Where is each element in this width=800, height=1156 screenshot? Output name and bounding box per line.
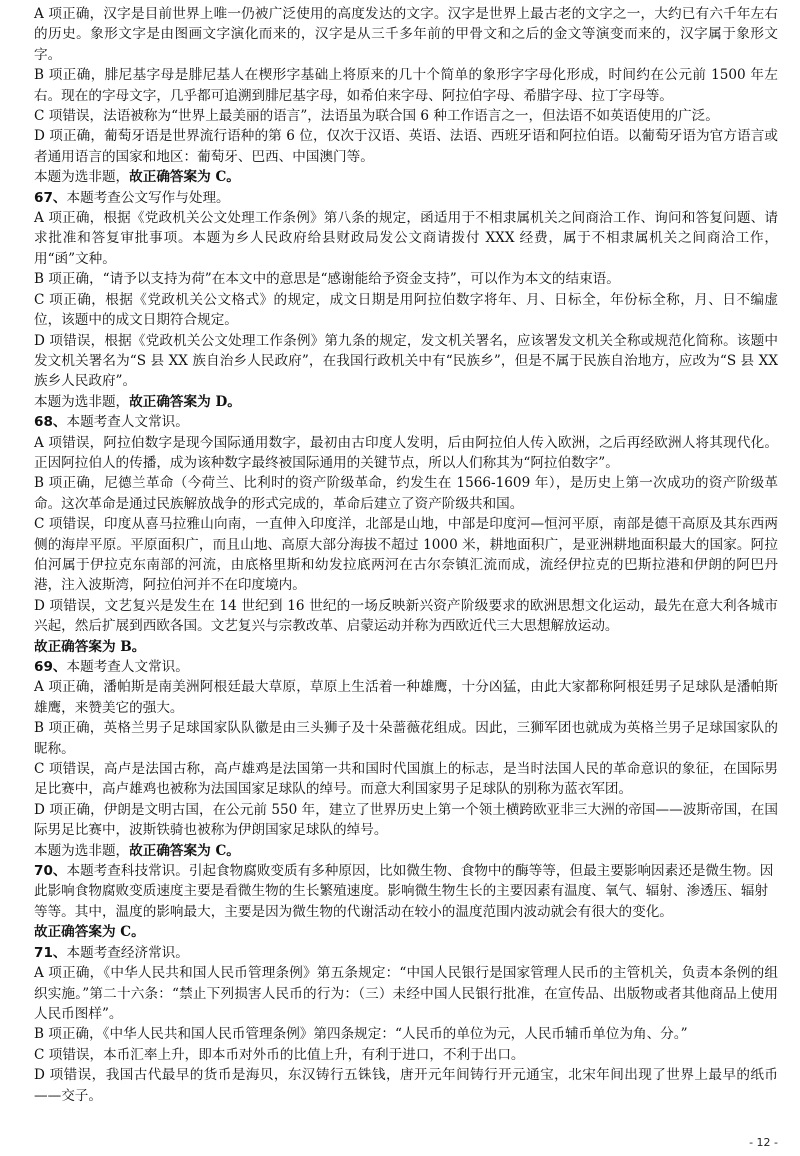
option-paragraph: A 项正确，潘帕斯是南美洲阿根廷最大草原，草原上生活着一种雄鹰，十分凶猛，由此大家都称阿根廷男子足球队是潘帕斯雄鹰，来赞美它的强大。 xyxy=(34,679,778,716)
option-paragraph: C 项错误，高卢是法国古称，高卢雄鸡是法国第一共和国时代国旗上的标志，是当时法国人民的革命意识的象征，在国际男足比赛中，高卢雄鸡也被称为法国国家足球队的绰号。而意大利国家男子足球队的别称为蓝衣军团。 xyxy=(34,761,778,798)
question-heading xyxy=(34,412,778,432)
option-paragraph: A 项错误，阿拉伯数字是现今国际通用数字，最初由古印度人发明，后由阿拉伯人传入欧洲，之后再经欧洲人将其现代化。正因阿拉伯人的传播，成为该种数字最终被国际通用的关键节点，所以人们称其为“阿拉伯数字”。 xyxy=(34,434,778,471)
option-paragraph: C 项错误，印度从喜马拉雅山向南，一直伸入印度洋，北部是山地，中部是印度河—恒河平原，南部是德干高原及其东西两侧的海岸平原。平原面积广，而且山地、高原大部分海拔不超过 1000 米，耕地面积广，是亚洲耕地面积最大的国家。阿拉伯河属于伊拉克东南部的河流，由底格里斯和幼发拉底两河在古尔奈镇汇流而成，流经伊拉克的巴斯拉港和伊朗的阿巴丹港，注入波斯湾，阿拉伯河并不在印度境内。 xyxy=(34,516,778,594)
option-paragraph: D 项正确，伊朗是文明古国，在公元前 550 年，建立了世界历史上第一个领土横跨欧亚非三大洲的帝国——波斯帝国，在国际男足比赛中，波斯铁骑也被称为伊朗国家足球队的绰号。 xyxy=(34,801,778,839)
option-paragraph: B 项正确，英格兰男子足球国家队队徽是由三头狮子及十朵蔷薇花组成。因此，三狮军团也就成为英格兰男子足球国家队的昵称。 xyxy=(34,720,778,757)
option-paragraph: D 项正确，葡萄牙语是世界流行语种的第 6 位，仅次于汉语、英语、法语、西班牙语和阿拉伯语。以葡萄牙语为官方语言或者通用语言的国家和地区：葡萄牙、巴西、中国澳门等。 xyxy=(34,128,778,165)
question-heading xyxy=(34,657,778,677)
question-heading xyxy=(34,861,778,922)
question-topic: 本题考查公文写作与处理。 xyxy=(66,189,230,206)
option-paragraph: D 项错误，文艺复兴是发生在 14 世纪到 16 世纪的一场反映新兴资产阶级要求的欧洲思想文化运动，最先在意大利各城市兴起，然后扩展到西欧各国。文艺复兴与宗教改革、启蒙运动并称为西欧近代三大思想解放运动。 xyxy=(34,597,778,635)
question-number: 71、 xyxy=(34,944,67,961)
option-paragraph: D 项错误，我国古代最早的货币是海贝，东汉铸行五铢钱，唐开元年间铸行开元通宝，北宋年间出现了世界上最早的纸币——交子。 xyxy=(34,1067,778,1104)
correct-answer: 故正确答案为 C。 xyxy=(34,924,145,941)
option-paragraph: A 项正确，汉字是目前世界上唯一仍被广泛使用的高度发达的文字。汉字是世界上最古老的文字之一，大约已有六千年左右的历史。象形文字是由图画文字演化而来的，汉字是从三千多年前的甲骨文和之后的金文等演变而来的，汉字属于象形文字。 xyxy=(34,6,778,63)
answer-prefix: 本题为选非题， xyxy=(34,169,130,186)
question-topic: 本题考查经济常识。 xyxy=(66,944,189,961)
option-paragraph: B 项正确，尼德兰革命（今荷兰、比利时的资产阶级革命，约发生在 1566-1609 年），是历史上第一次成功的资产阶级革命。这次革命是通过民族解放战争的形式完成的，革命后建立了资产阶级共和国。 xyxy=(34,475,778,512)
question-heading xyxy=(34,188,778,208)
option-paragraph: A 项正确，《中华人民共和国人民币管理条例》第五条规定：“中国人民银行是国家管理人民币的主管机关，负责本条例的组织实施。”第二十六条：“禁止下列损害人民币的行为：（三）未经中国人民银行批准，在宣传品、出版物或者其他商品上使用人民币图样”。 xyxy=(34,965,778,1022)
answer-prefix: 本题为选非题， xyxy=(34,842,130,859)
question-topic: 本题考查人文常识。 xyxy=(66,659,189,675)
correct-answer: 故正确答案为 D。 xyxy=(129,393,241,410)
option-paragraph: B 项正确，《中华人民共和国人民币管理条例》第四条规定：“人民币的单位为元，人民币辅币单位为角、分。” xyxy=(34,1026,688,1043)
question-number: 68、 xyxy=(34,414,67,431)
option-paragraph: B 项正确，“请予以支持为荷”在本文中的意思是“感谢能给予资金支持”，可以作为本文的结束语。 xyxy=(34,271,620,288)
question-number: 69、 xyxy=(34,659,67,675)
answer-line xyxy=(34,167,778,187)
answer-line xyxy=(34,392,778,412)
question-heading xyxy=(34,943,778,963)
option-paragraph: D 项错误，根据《党政机关公文处理工作条例》第九条的规定，发文机关署名，应该署发文机关全称或规范化简称。该题中发文机关署名为“S 县 XX 族自治乡人民政府”，在我国行政机关中有“民族乡”，但是不属于民族自治地方，应改为“S 县 XX 族乡人民政府”。 xyxy=(34,332,778,390)
answer-line xyxy=(34,922,778,942)
option-paragraph: C 项正确，根据《党政机关公文格式》的规定，成文日期是用阿拉伯数字将年、月、日标全，年份标全称，月、日不编虚位，该题中的成文日期符合规定。 xyxy=(34,291,778,329)
answer-line xyxy=(34,841,778,861)
answer-line xyxy=(34,637,778,657)
question-topic: 本题考查科技常识。引起食物腐败变质有多种原因，比如微生物、食物中的酶等等，但最主要影响因素还是微生物。因此影响食物腐败变质速度主要是看微生物的生长繁殖速度。影响微生物生长的主要因素有温度、氧气、辐射、渗透压、辐射等等。其中，温度的影响最大，主要是因为微生物的代谢活动在较小的温度范围内波动就会有很大的变化。 xyxy=(34,863,774,920)
question-topic: 本题考查人文常识。 xyxy=(66,414,189,431)
question-number: 70、 xyxy=(34,863,67,880)
answer-prefix: 本题为选非题， xyxy=(34,393,130,410)
option-paragraph: C 项错误，本币汇率上升，即本币对外币的比值上升，有利于进口，不利于出口。 xyxy=(34,1046,525,1063)
option-paragraph: B 项正确，腓尼基字母是腓尼基人在楔形字基础上将原来的几十个简单的象形字字母化形成，时间约在公元前 1500 年左右。现在的字母文字，几乎都可追溯到腓尼基字母，如希伯来字母、阿拉伯字母、希腊字母、拉丁字母等。 xyxy=(34,67,778,104)
option-paragraph: C 项错误，法语被称为“世界上最美丽的语言”，法语虽为联合国 6 种工作语言之一，但法语不如英语使用的广泛。 xyxy=(34,108,719,125)
correct-answer: 故正确答案为 B。 xyxy=(34,638,146,655)
document-body xyxy=(34,4,778,1106)
correct-answer: 故正确答案为 C。 xyxy=(129,169,240,186)
option-paragraph: A 项正确，根据《党政机关公文处理工作条例》第八条的规定，函适用于不相隶属机关之间商洽工作、询问和答复问题、请求批准和答复审批事项。本题为乡人民政府给县财政局发公文商请拨付 XXX 经费，属于不相隶属机关之间商洽工作，用“函”文种。 xyxy=(34,210,778,267)
correct-answer: 故正确答案为 C。 xyxy=(129,842,240,859)
page-number: - 12 - xyxy=(749,1136,778,1149)
question-number: 67、 xyxy=(34,189,67,206)
